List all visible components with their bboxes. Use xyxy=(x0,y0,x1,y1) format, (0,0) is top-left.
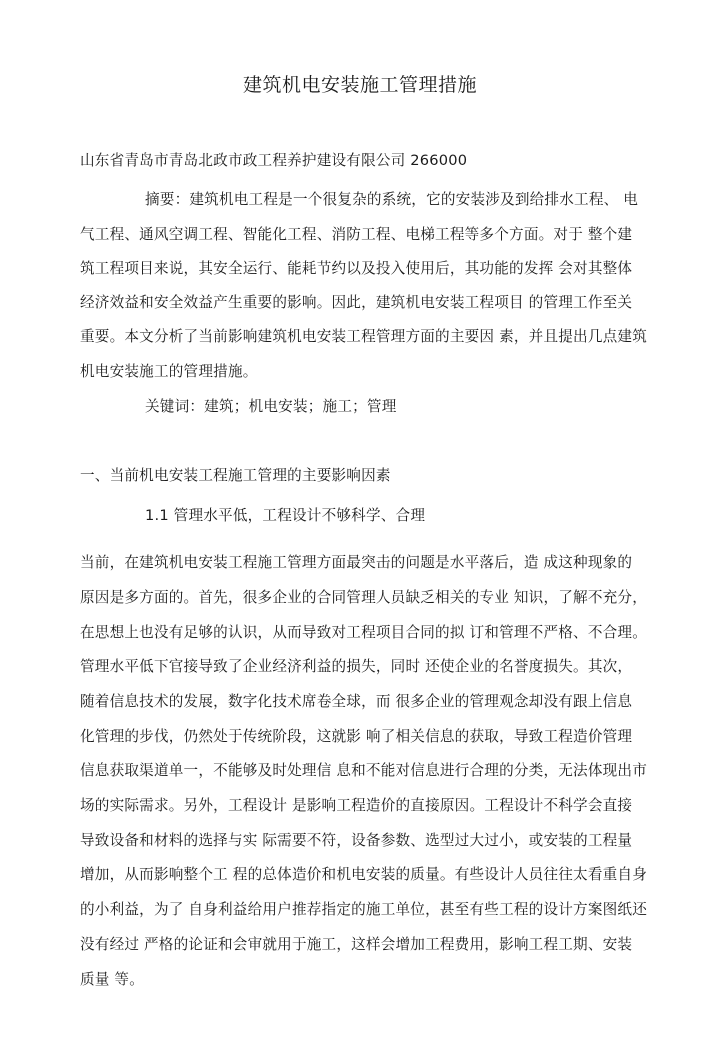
body-line: 随着信息技术的发展，数字化技术席卷全球，而 很多企业的管理观念却没有跟上信息 xyxy=(80,693,633,710)
abstract-line: 筑工程项目来说，其安全运行、能耗节约以及投入使用后，其功能的发挥 会对其整体 xyxy=(80,260,633,277)
document-title: 建筑机电安装施工管理措施 xyxy=(242,74,477,96)
body-line: 没有经过 严格的论证和会审就用于施工，这样会增加工程费用，影响工程工期、安装 xyxy=(80,936,633,953)
body-line: 当前，在建筑机电安装工程施工管理方面最突击的问题是水平落后，造 成这种现象的 xyxy=(80,554,633,571)
keywords-line: 关键词：建筑；机电安装；施工；管理 xyxy=(145,398,397,415)
author-affiliation: 山东省青岛市青岛北政市政工程养护建设有限公司 266000 xyxy=(80,152,468,169)
body-line: 在思想上也没有足够的认识，从而导致对工程项目合同的拟 订和管理不严格、不合理。 xyxy=(80,624,648,641)
subsection-heading: 1.1 管理水平低，工程设计不够科学、合理 xyxy=(145,507,426,524)
body-line: 的小利益，为了 自身利益给用户推荐指定的施工单位，甚至有些工程的设计方案图纸还 xyxy=(80,901,648,918)
abstract-line: 摘要：建筑机电工程是一个很复杂的系统，它的安装涉及到给排水工程、 电 xyxy=(145,191,639,208)
body-line: 导致设备和材料的选择与实 际需要不符，设备参数、选型过大过小，或安装的工程量 xyxy=(80,832,633,849)
body-line: 化管理的步伐，仍然处于传统阶段，这就影 响了相关信息的获取，导致工程造价管理 xyxy=(80,728,633,745)
abstract-line: 经济效益和安全效益产生重要的影响。因此，建筑机电安装工程项目 的管理工作至关 xyxy=(80,294,633,311)
body-line: 增加，从而影响整个工 程的总体造价和机电安装的质量。有些设计人员往往太看重自身 xyxy=(80,866,648,883)
abstract-line: 机电安装施工的管理措施。 xyxy=(80,363,258,380)
body-line: 质量 等。 xyxy=(80,971,145,988)
body-line: 原因是多方面的。首先，很多企业的合同管理人员缺乏相关的专业 知识，了解不充分， xyxy=(80,589,648,606)
section-heading: 一、当前机电安装工程施工管理的主要影响因素 xyxy=(80,467,391,484)
body-line: 管理水平低下官接导致了企业经济利益的损失，同时 还使企业的名誉度损失。其次， xyxy=(80,658,633,675)
body-line: 信息获取渠道单一，不能够及时处理信 息和不能对信息进行合理的分类，无法体现出市 xyxy=(80,762,648,779)
body-line: 场的实际需求。另外，工程设计 是影响工程造价的直接原因。工程设计不科学会直接 xyxy=(80,797,633,814)
abstract-line: 气工程、通风空调工程、智能化工程、消防工程、电梯工程等多个方面。对于 整个建 xyxy=(80,226,633,243)
abstract-line: 重要。本文分析了当前影响建筑机电安装工程管理方面的主要因 素，并且提出几点建筑 xyxy=(80,328,648,345)
